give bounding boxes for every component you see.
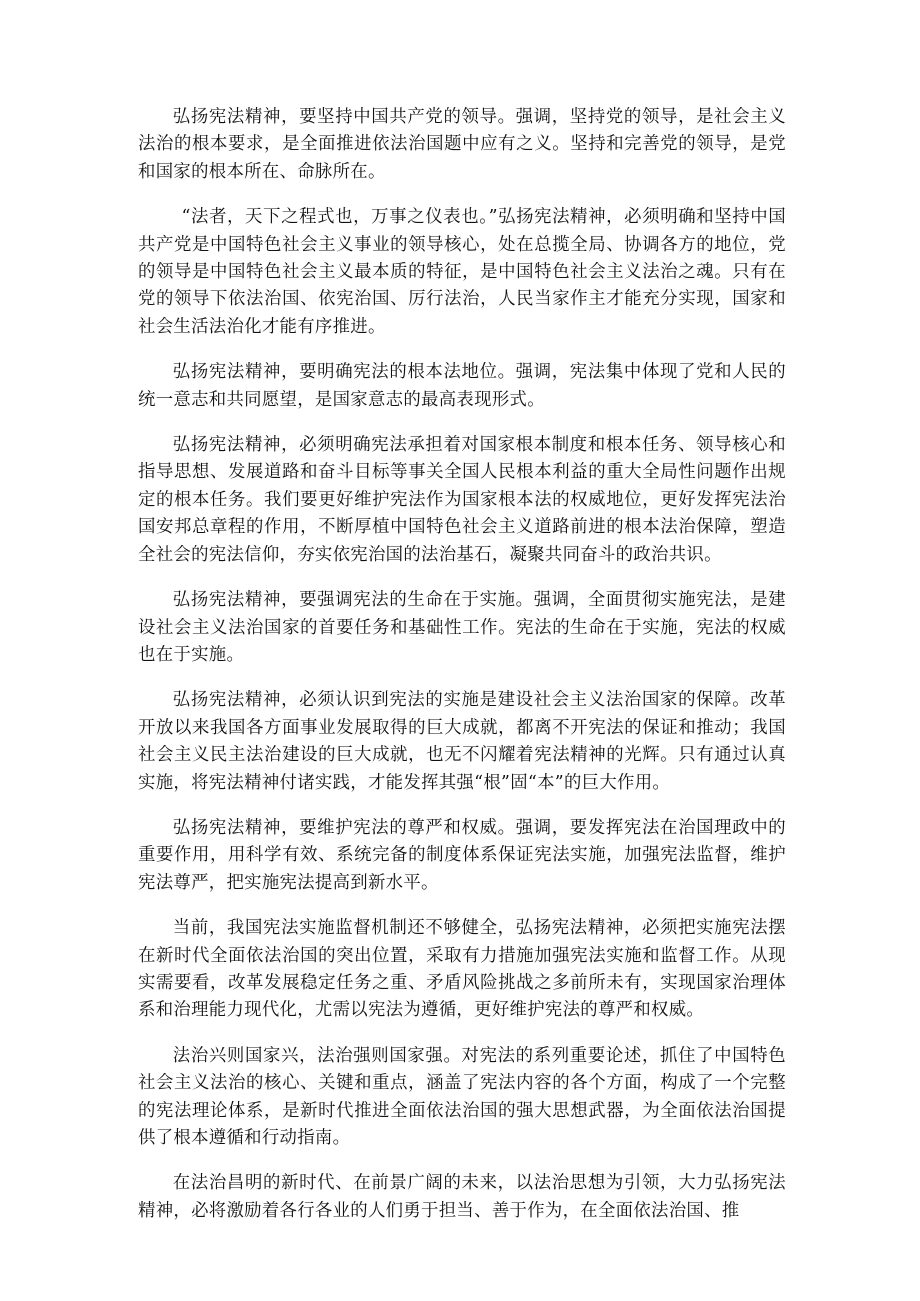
- paragraph-3: 弘扬宪法精神，要明确宪法的根本法地位。强调，宪法集中体现了党和人民的统一意志和共同愿望，是国家意志的最高表现形式。: [138, 362, 786, 410]
- paragraph-4: 弘扬宪法精神，必须明确宪法承担着对国家根本制度和根本任务、领导核心和指导思想、发展道路和奋斗目标等事关全国人民根本利益的重大全局性问题作出规定的根本任务。我们要更好维护宪法作为国家根本法的权威地位，更好发挥宪法治国安邦总章程的作用，不断厚植中国特色社会主义道路前进的根本法治保障，塑造全社会的宪法信仰，夯实依宪治国的法治基石，凝聚共同奋斗的政治共识。: [138, 435, 786, 565]
- paragraph-6: 弘扬宪法精神，必须认识到宪法的实施是建设社会主义法治国家的保障。改革开放以来我国各方面事业发展取得的巨大成就，都离不开宪法的保证和推动；我国社会主义民主法治建设的巨大成就，也无不闪耀着宪法精神的光辉。只有通过认真实施，将宪法精神付诸实践，才能发挥其强“根”固“本”的巨大作用。: [138, 690, 786, 793]
- paragraph-2: “法者，天下之程式也，万事之仪表也。”弘扬宪法精神，必须明确和坚持中国共产党是中国特色社会主义事业的领导核心，处在总揽全局、协调各方的地位，党的领导是中国特色社会主义最本质的特征，是中国特色社会主义法治之魂。只有在党的领导下依法治国、依宪治国、厉行法治，人民当家作主才能充分实现，国家和社会生活法治化才能有序推进。: [138, 207, 786, 337]
- paragraph-9: 法治兴则国家兴，法治强则国家强。对宪法的系列重要论述，抓住了中国特色社会主义法治的核心、关键和重点，涵盖了宪法内容的各个方面，构成了一个完整的宪法理论体系，是新时代推进全面依法治国的强大思想武器，为全面依法治国提供了根本遵循和行动指南。: [138, 1045, 786, 1148]
- paragraph-1: 弘扬宪法精神，要坚持中国共产党的领导。强调，坚持党的领导，是社会主义法治的根本要求，是全面推进依法治国题中应有之义。坚持和完善党的领导，是党和国家的根本所在、命脉所在。: [138, 107, 786, 182]
- document-body: [138, 104, 786, 1243]
- paragraph-7: 弘扬宪法精神，要维护宪法的尊严和权威。强调，要发挥宪法在治国理政中的重要作用，用科学有效、系统完备的制度体系保证宪法实施，加强宪法监督，维护宪法尊严，把实施宪法提高到新水平。: [138, 817, 786, 893]
- paragraph-5: 弘扬宪法精神，要强调宪法的生命在于实施。强调，全面贯彻实施宪法，是建设社会主义法治国家的首要任务和基础性工作。宪法的生命在于实施，宪法的权威也在于实施。: [138, 590, 786, 665]
- paragraph-10: 在法治昌明的新时代、在前景广阔的未来，以法治思想为引领，大力弘扬宪法精神，必将激励着各行各业的人们勇于担当、善于作为，在全面依法治国、推: [138, 1173, 786, 1221]
- paragraph-8: 当前，我国宪法实施监督机制还不够健全，弘扬宪法精神，必须把实施宪法摆在新时代全面依法治国的突出位置，采取有力措施加强宪法实施和监督工作。从现实需要看，改革发展稳定任务之重、矛盾风险挑战之多前所未有，实现国家治理体系和治理能力现代化，尤需以宪法为遵循，更好维护宪法的尊严和权威。: [138, 918, 786, 1021]
